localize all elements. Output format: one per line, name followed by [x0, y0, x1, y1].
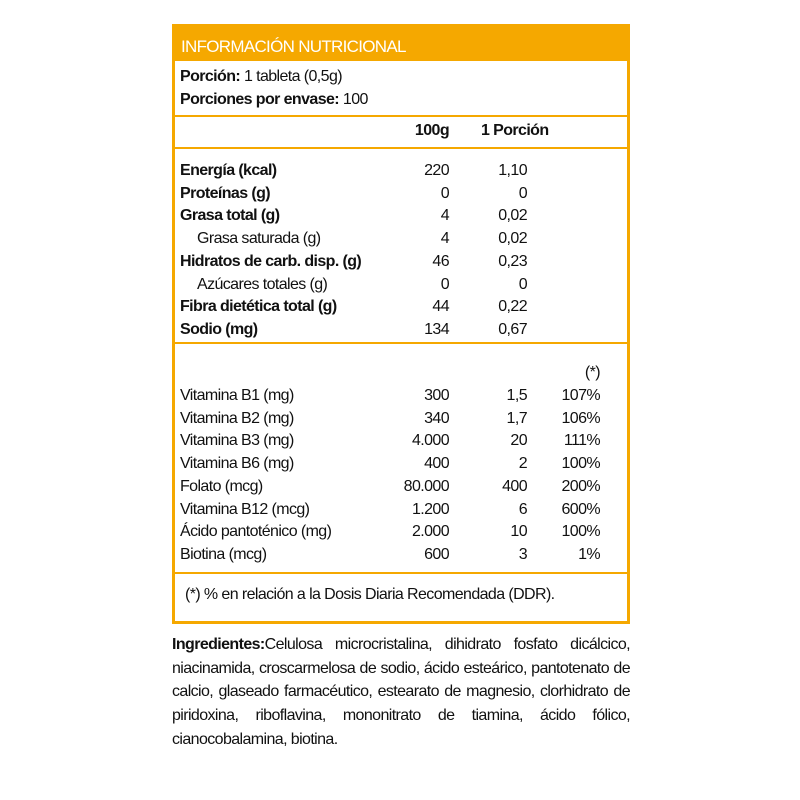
value-ddr-percent: 1%	[578, 545, 600, 563]
nutrient-name: Energía (kcal)	[180, 162, 277, 179]
nutrient-name: Grasa saturada (g)	[197, 230, 321, 248]
value-100g: 134	[424, 320, 449, 338]
ingredients	[172, 633, 630, 752]
value-portion: 0,02	[498, 230, 527, 248]
serving-value: 1 tableta (0,5g)	[243, 68, 342, 85]
value-100g: 4.000	[411, 432, 449, 450]
column-header-100g: 100g	[414, 122, 449, 139]
ingredients-label: Ingredientes:	[172, 636, 265, 653]
value-portion: 1,7	[506, 409, 527, 427]
value-portion: 0,02	[498, 207, 527, 225]
serving-size	[180, 67, 342, 87]
value-100g: 46	[432, 252, 449, 270]
table-title: INFORMACIÓN NUTRICIONAL	[175, 27, 627, 61]
value-portion: 1,10	[498, 162, 527, 179]
value-ddr-percent: 100%	[561, 455, 600, 473]
nutrient-name: Vitamina B6 (mg)	[180, 455, 294, 473]
value-portion: 1,5	[506, 387, 527, 404]
value-ddr-percent: 106%	[561, 409, 600, 427]
value-portion: 20	[510, 432, 527, 450]
servings-label: Porciones por envase:	[180, 91, 340, 108]
value-ddr-percent: 111%	[563, 432, 600, 450]
nutrient-name: Proteínas (g)	[180, 184, 270, 202]
servings-per-container	[180, 90, 368, 110]
nutrient-name: Vitamina B3 (mg)	[180, 432, 294, 450]
ddr-mark: (*)	[584, 364, 600, 381]
value-100g: 340	[424, 409, 449, 427]
nutrient-name: Folato (mcg)	[180, 477, 263, 495]
nutrient-name: Sodio (mg)	[180, 320, 258, 338]
nutrient-name: Grasa total (g)	[180, 207, 280, 225]
value-100g: 1.200	[411, 500, 449, 518]
value-portion: 400	[502, 477, 527, 495]
value-100g: 0	[440, 184, 449, 202]
value-portion: 0	[518, 184, 527, 202]
nutrient-name: Biotina (mcg)	[180, 545, 267, 563]
value-portion: 0	[518, 275, 527, 293]
value-100g: 44	[432, 298, 449, 316]
nutrient-name: Azúcares totales (g)	[197, 275, 328, 293]
nutrient-name: Hidratos de carb. disp. (g)	[180, 252, 362, 270]
value-ddr-percent: 107%	[561, 387, 600, 404]
value-100g: 300	[424, 387, 449, 404]
divider	[175, 572, 627, 574]
divider	[175, 147, 627, 149]
value-portion: 3	[518, 545, 527, 563]
nutrient-name: Fibra dietética total (g)	[180, 298, 337, 316]
value-ddr-percent: 600%	[561, 500, 600, 518]
value-ddr-percent: 200%	[561, 477, 600, 495]
footnote: (*) % en relación a la Dosis Diaria Recomendada (DDR).	[185, 586, 555, 603]
divider	[175, 342, 627, 344]
column-header-portion: 1 Porción	[481, 122, 549, 139]
value-100g: 4	[440, 207, 449, 225]
value-portion: 0,23	[498, 252, 527, 270]
value-portion: 10	[510, 523, 527, 541]
value-100g: 80.000	[403, 477, 449, 495]
value-100g: 4	[440, 230, 449, 248]
value-portion: 2	[518, 455, 527, 473]
value-100g: 220	[424, 162, 449, 179]
value-ddr-percent: 100%	[561, 523, 600, 541]
value-100g: 2.000	[411, 523, 449, 541]
servings-value: 100	[342, 91, 368, 108]
value-portion: 0,67	[498, 320, 527, 338]
nutrient-name: Vitamina B2 (mg)	[180, 409, 294, 427]
value-100g: 600	[424, 545, 449, 563]
nutrition-facts-table	[172, 24, 630, 624]
divider	[175, 115, 627, 117]
serving-label: Porción:	[180, 68, 241, 85]
ingredients-text: Celulosa microcristalina, dihidrato fosfato dicálcico, niacinamida, croscarmelosa de sodio, ácido esteárico, pantotenato de calcio, glaseado farmacéutico, estearato de magnesio, clorhidrato de piridoxina, riboflavina, mononitrato de tiamina, ácido fólico, cianocobalamina, biotina.	[172, 636, 630, 748]
nutrient-name: Vitamina B12 (mcg)	[180, 500, 310, 518]
value-100g: 400	[424, 455, 449, 473]
value-portion: 6	[518, 500, 527, 518]
nutrient-name: Ácido pantoténico (mg)	[180, 523, 332, 541]
value-100g: 0	[440, 275, 449, 293]
value-portion: 0,22	[498, 298, 527, 316]
nutrient-name: Vitamina B1 (mg)	[180, 387, 294, 404]
